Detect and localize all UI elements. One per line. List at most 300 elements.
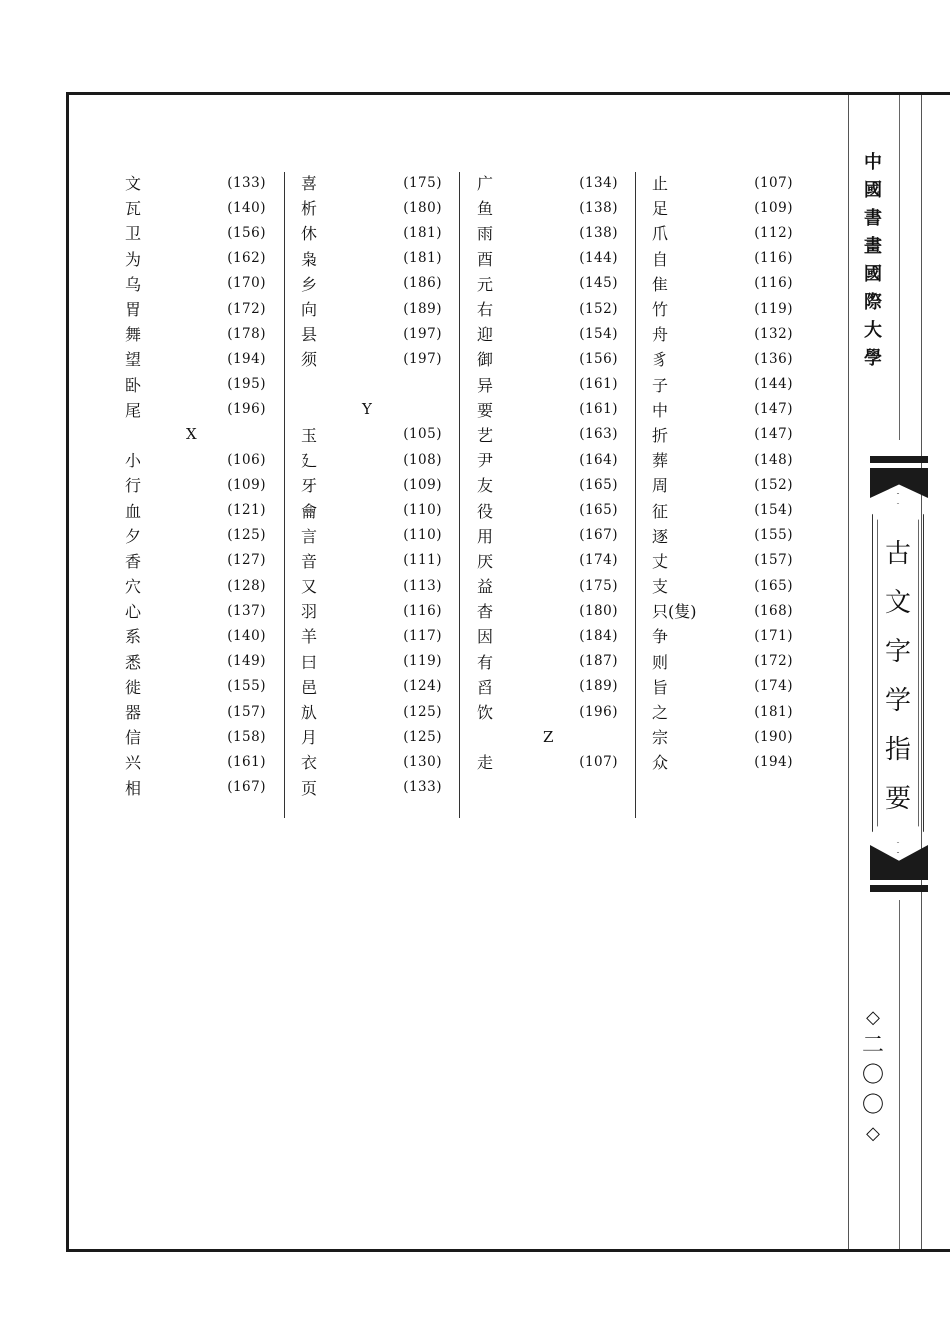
entry-page-ref: (119) [403, 653, 442, 670]
entry-character: 信 [125, 728, 142, 748]
entry-page-ref: (156) [579, 350, 618, 367]
entry-page-ref: (140) [227, 199, 266, 216]
index-column-2 [294, 170, 462, 800]
entry-page-ref: (128) [227, 577, 266, 594]
index-entry [294, 724, 462, 749]
entry-character: 要 [477, 400, 494, 420]
entry-page-ref: (167) [579, 527, 618, 544]
index-entry [118, 724, 286, 749]
entry-page-ref: (125) [403, 703, 442, 720]
entry-character: 为 [125, 249, 142, 269]
entry-character: 乌 [125, 274, 142, 294]
entry-character: 望 [125, 350, 142, 370]
entry-page-ref: (154) [579, 325, 618, 342]
index-entry [645, 422, 813, 447]
entry-page-ref: (127) [227, 552, 266, 569]
index-entry [645, 472, 813, 497]
index-entry [118, 523, 286, 548]
index-entry [470, 195, 638, 220]
index-entry [470, 246, 638, 271]
index-entry [118, 749, 286, 774]
index-entry [470, 296, 638, 321]
entry-page-ref: (105) [403, 426, 442, 443]
entry-character: 足 [652, 199, 669, 219]
entry-page-ref: (171) [754, 627, 793, 644]
entry-character: 元 [477, 274, 494, 294]
publisher-char: 學 [864, 348, 882, 369]
entry-page-ref: (187) [579, 653, 618, 670]
entry-character: 众 [652, 753, 669, 773]
index-entry [118, 195, 286, 220]
entry-page-ref: (167) [227, 779, 266, 796]
entry-character: 征 [652, 501, 669, 521]
entry-page-ref: (190) [754, 728, 793, 745]
entry-page-ref: (116) [754, 250, 793, 267]
index-entry [294, 170, 462, 195]
entry-character: 隹 [652, 274, 669, 294]
entry-character: 益 [477, 577, 494, 597]
entry-character: 异 [477, 375, 494, 395]
title-char: 要 [884, 784, 911, 814]
book-title [872, 530, 924, 824]
index-entry [294, 271, 462, 296]
entry-character: 卧 [125, 375, 142, 395]
entry-character: 瓦 [125, 199, 142, 219]
index-entry [645, 649, 813, 674]
index-entry [294, 220, 462, 245]
entry-character: 中 [652, 400, 669, 420]
entry-character: 止 [652, 174, 669, 194]
entry-page-ref: (116) [754, 275, 793, 292]
entry-page-ref: (113) [403, 577, 442, 594]
index-entry [118, 699, 286, 724]
entry-character: 龠 [301, 501, 318, 521]
entry-page-ref: (107) [579, 753, 618, 770]
index-column-3 [470, 170, 638, 775]
index-entry [645, 674, 813, 699]
entry-page-ref: (161) [579, 376, 618, 393]
entry-character: 兴 [125, 753, 142, 773]
index-entry [645, 271, 813, 296]
index-entry [294, 699, 462, 724]
entry-character: 香 [125, 551, 142, 571]
entry-character: 穴 [125, 577, 142, 597]
publisher-series [858, 150, 888, 372]
entry-page-ref: (155) [227, 678, 266, 695]
entry-character: 休 [301, 224, 318, 244]
entry-character: 小 [125, 451, 142, 471]
entry-page-ref: (144) [754, 376, 793, 393]
index-entry [118, 598, 286, 623]
entry-page-ref: (165) [754, 577, 793, 594]
publisher-char: 中 [864, 152, 882, 173]
index-entry [470, 523, 638, 548]
entry-character: 厌 [477, 551, 494, 571]
entry-character: 舟 [652, 325, 669, 345]
entry-character: 逐 [652, 526, 669, 546]
entry-character: 牙 [301, 476, 318, 496]
entry-page-ref: (189) [579, 678, 618, 695]
entry-page-ref: (109) [403, 476, 442, 493]
entry-page-ref: (137) [227, 602, 266, 619]
entry-character: 艺 [477, 425, 494, 445]
entry-page-ref: (196) [579, 703, 618, 720]
entry-page-ref: (121) [227, 502, 266, 519]
entry-page-ref: (164) [579, 451, 618, 468]
index-entry [118, 296, 286, 321]
entry-page-ref: (149) [227, 653, 266, 670]
entry-page-ref: (197) [403, 325, 442, 342]
index-entry [645, 195, 813, 220]
index-entry [118, 246, 286, 271]
entry-character: 旨 [652, 677, 669, 697]
entry-page-ref: (178) [227, 325, 266, 342]
index-entry [470, 220, 638, 245]
entry-character: 右 [477, 300, 494, 320]
entry-character: 有 [477, 652, 494, 672]
section-letter-text: X [186, 425, 197, 444]
entry-character: 周 [652, 476, 669, 496]
entry-character: 尹 [477, 451, 494, 471]
entry-character: 喜 [301, 174, 318, 194]
index-entry [645, 321, 813, 346]
index-entry [470, 573, 638, 598]
entry-page-ref: (117) [403, 627, 442, 644]
entry-character: 葬 [652, 451, 669, 471]
entry-page-ref: (132) [754, 325, 793, 342]
publisher-char: 國 [864, 264, 882, 285]
entry-character: 因 [477, 627, 494, 647]
publisher-char: 際 [864, 292, 882, 313]
entry-character: 爪 [652, 224, 669, 244]
entry-character: 舞 [125, 325, 142, 345]
entry-character: 则 [652, 652, 669, 672]
entry-character: 卫 [125, 224, 142, 244]
section-letter [470, 724, 638, 749]
index-entry [470, 699, 638, 724]
entry-page-ref: (125) [403, 728, 442, 745]
entry-page-ref: (156) [227, 224, 266, 241]
title-char: 古 [884, 539, 911, 569]
index-entry [294, 775, 462, 800]
entry-character: 饮 [477, 703, 494, 723]
index-entry [470, 674, 638, 699]
index-entry [294, 548, 462, 573]
entry-character: 丈 [652, 551, 669, 571]
entry-character: 邑 [301, 677, 318, 697]
entry-character: 鱼 [477, 199, 494, 219]
entry-page-ref: (144) [579, 250, 618, 267]
entry-page-ref: (147) [754, 401, 793, 418]
index-entry [294, 598, 462, 623]
entry-page-ref: (161) [579, 401, 618, 418]
entry-page-ref: (165) [579, 476, 618, 493]
title-char: 指 [884, 735, 911, 765]
entry-character: 迎 [477, 325, 494, 345]
index-entry [118, 649, 286, 674]
index-entry [470, 497, 638, 522]
index-entry [294, 623, 462, 648]
entry-page-ref: (157) [754, 552, 793, 569]
section-letter [118, 422, 286, 447]
entry-page-ref: (180) [403, 199, 442, 216]
entry-page-ref: (174) [754, 678, 793, 695]
index-entry [118, 447, 286, 472]
entry-page-ref: (194) [754, 753, 793, 770]
entry-page-ref: (197) [403, 350, 442, 367]
index-entry [645, 523, 813, 548]
entry-page-ref: (116) [403, 602, 442, 619]
entry-page-ref: (109) [754, 199, 793, 216]
entry-page-ref: (172) [754, 653, 793, 670]
entry-character: 酉 [477, 249, 494, 269]
entry-page-ref: (175) [579, 577, 618, 594]
entry-page-ref: (136) [754, 350, 793, 367]
entry-page-ref: (184) [579, 627, 618, 644]
entry-page-ref: (133) [403, 779, 442, 796]
entry-page-ref: (181) [754, 703, 793, 720]
entry-page-ref: (140) [227, 627, 266, 644]
entry-page-ref: (175) [403, 174, 442, 191]
page-number-char: ◇ [866, 1123, 880, 1144]
entry-page-ref: (145) [579, 275, 618, 292]
entry-page-ref: (157) [227, 703, 266, 720]
index-entry [118, 548, 286, 573]
entry-page-ref: (134) [579, 174, 618, 191]
entry-character: 雨 [477, 224, 494, 244]
entry-page-ref: (154) [754, 502, 793, 519]
sidebar-rule [899, 95, 900, 440]
entry-page-ref: (172) [227, 300, 266, 317]
page-number-char: 〇 [861, 1093, 884, 1118]
index-entry [645, 246, 813, 271]
entry-page-ref: (133) [227, 174, 266, 191]
index-entry [645, 397, 813, 422]
entry-character: 胃 [125, 300, 142, 320]
index-entry [470, 346, 638, 371]
entry-page-ref: (148) [754, 451, 793, 468]
index-entry [470, 422, 638, 447]
index-entry [470, 623, 638, 648]
entry-character: 争 [652, 627, 669, 647]
index-entry [118, 775, 286, 800]
index-entry [118, 346, 286, 371]
sidebar-rule [899, 900, 900, 1249]
entry-character: 支 [652, 577, 669, 597]
index-entry [294, 649, 462, 674]
entry-character: 须 [301, 350, 318, 370]
index-entry [470, 649, 638, 674]
entry-character: 之 [652, 703, 669, 723]
index-entry [294, 447, 462, 472]
index-entry [294, 674, 462, 699]
index-entry [470, 749, 638, 774]
entry-page-ref: (180) [579, 602, 618, 619]
banner-bottom-bar [870, 885, 928, 892]
index-entry [645, 623, 813, 648]
entry-character: 竹 [652, 300, 669, 320]
entry-character: 豸 [652, 350, 669, 370]
index-entry [118, 170, 286, 195]
entry-character: 析 [301, 199, 318, 219]
publisher-char: 國 [864, 180, 882, 201]
entry-page-ref: (181) [403, 250, 442, 267]
index-entry [645, 573, 813, 598]
title-char: 文 [884, 588, 911, 618]
entry-character: 文 [125, 174, 142, 194]
index-entry [294, 246, 462, 271]
index-entry [470, 271, 638, 296]
entry-character: 㫃 [301, 703, 318, 723]
entry-character: 向 [301, 300, 318, 320]
index-entry [118, 573, 286, 598]
entry-page-ref: (152) [754, 476, 793, 493]
index-entry [470, 321, 638, 346]
entry-character: 尾 [125, 400, 142, 420]
entry-page-ref: (194) [227, 350, 266, 367]
index-entry [645, 724, 813, 749]
page-number-char: 二 [861, 1033, 884, 1058]
entry-page-ref: (196) [227, 401, 266, 418]
entry-character: 用 [477, 526, 494, 546]
index-entry [470, 397, 638, 422]
publisher-char: 畫 [864, 236, 882, 257]
entry-page-ref: (161) [227, 753, 266, 770]
entry-character: 夕 [125, 526, 142, 546]
entry-character: 衣 [301, 753, 318, 773]
entry-page-ref: (107) [754, 174, 793, 191]
entry-character: 页 [301, 778, 318, 798]
index-entry [470, 472, 638, 497]
index-entry [645, 548, 813, 573]
entry-character: 广 [477, 174, 494, 194]
entry-page-ref: (110) [403, 527, 442, 544]
index-entry [470, 447, 638, 472]
entry-page-ref: (112) [754, 224, 793, 241]
entry-page-ref: (168) [754, 602, 793, 619]
index-entry [470, 170, 638, 195]
entry-character: 县 [301, 325, 318, 345]
entry-character: 杳 [477, 602, 494, 622]
index-entry [645, 497, 813, 522]
index-entry [294, 346, 462, 371]
entry-character: 心 [125, 602, 142, 622]
index-entry [118, 271, 286, 296]
entry-character: 血 [125, 501, 142, 521]
entry-character: 乡 [301, 274, 318, 294]
entry-character: 只(隻) [652, 602, 697, 622]
entry-character: 又 [301, 577, 318, 597]
index-entry [645, 447, 813, 472]
entry-character: 月 [301, 728, 318, 748]
entry-page-ref: (109) [227, 476, 266, 493]
index-entry [118, 674, 286, 699]
section-letter-text: Z [543, 727, 554, 746]
entry-character: 曰 [301, 652, 318, 672]
index-entry [645, 170, 813, 195]
banner-top-bar [870, 456, 928, 463]
index-entry [118, 372, 286, 397]
entry-character: 徙 [125, 677, 142, 697]
page-number-char: 〇 [861, 1063, 884, 1088]
entry-page-ref: (130) [403, 753, 442, 770]
index-entry [645, 220, 813, 245]
index-entry [470, 598, 638, 623]
index-entry [645, 598, 813, 623]
index-entry [470, 548, 638, 573]
index-entry [645, 749, 813, 774]
entry-character: 折 [652, 425, 669, 445]
index-entry [645, 346, 813, 371]
section-letter-text: Y [362, 400, 372, 419]
entry-page-ref: (152) [579, 300, 618, 317]
entry-character: 羽 [301, 602, 318, 622]
entry-page-ref: (138) [579, 224, 618, 241]
index-entry [294, 472, 462, 497]
entry-page-ref: (186) [403, 275, 442, 292]
entry-character: 系 [125, 627, 142, 647]
index-entry [294, 296, 462, 321]
entry-character: 行 [125, 476, 142, 496]
index-entry [118, 472, 286, 497]
entry-character: 相 [125, 778, 142, 798]
index-entry [470, 372, 638, 397]
entry-character: 音 [301, 551, 318, 571]
entry-page-ref: (138) [579, 199, 618, 216]
section-letter [294, 397, 462, 422]
entry-page-ref: (158) [227, 728, 266, 745]
entry-character: 舀 [477, 677, 494, 697]
index-entry [294, 321, 462, 346]
index-entry [118, 497, 286, 522]
entry-character: 悉 [125, 652, 142, 672]
index-entry [118, 220, 286, 245]
entry-page-ref: (110) [403, 502, 442, 519]
index-entry [645, 372, 813, 397]
publisher-char: 大 [864, 320, 882, 341]
index-entry [294, 422, 462, 447]
index-entry [645, 699, 813, 724]
index-entry [294, 749, 462, 774]
page-number [860, 1005, 886, 1147]
entry-page-ref: (181) [403, 224, 442, 241]
entry-page-ref: (165) [579, 502, 618, 519]
index-entry [294, 195, 462, 220]
title-char: 学 [884, 686, 911, 716]
index-entry [294, 523, 462, 548]
index-entry [645, 296, 813, 321]
entry-character: 言 [301, 526, 318, 546]
entry-character: 廴 [301, 451, 318, 471]
index-column-1 [118, 170, 286, 800]
page-number-char: ◇ [866, 1007, 880, 1028]
entry-character: 枭 [301, 249, 318, 269]
entry-page-ref: (111) [403, 552, 442, 569]
title-char: 字 [884, 637, 911, 667]
entry-page-ref: (124) [403, 678, 442, 695]
index-entry [118, 397, 286, 422]
entry-page-ref: (162) [227, 250, 266, 267]
entry-character: 子 [652, 375, 669, 395]
entry-page-ref: (163) [579, 426, 618, 443]
entry-character: 器 [125, 703, 142, 723]
entry-character: 役 [477, 501, 494, 521]
entry-page-ref: (174) [579, 552, 618, 569]
entry-character: 走 [477, 753, 494, 773]
entry-character: 友 [477, 476, 494, 496]
index-entry [118, 623, 286, 648]
entry-character: 自 [652, 249, 669, 269]
